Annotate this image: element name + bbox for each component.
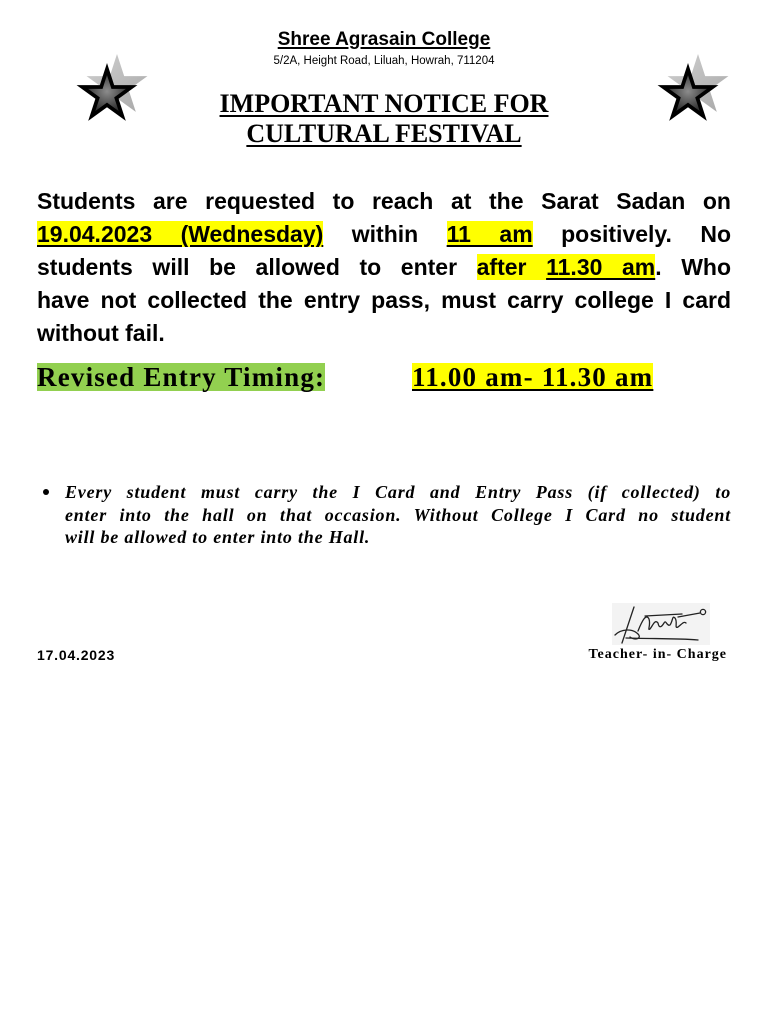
signatory-title: Teacher- in- Charge xyxy=(588,647,727,662)
notice-title-line-1 xyxy=(0,89,768,119)
notice-line-4: have not collected the entry pass, must carry college I card xyxy=(37,287,731,313)
reporting-time: 11 am xyxy=(446,221,533,247)
deadline-highlight xyxy=(477,254,656,280)
entry-deadline: 11.30 am xyxy=(546,254,656,280)
college-address: 5/2A, Height Road, Liluah, Howrah, 711204 xyxy=(273,55,495,67)
college-name xyxy=(0,29,768,51)
notice-title-text: IMPORTANT NOTICE FOR xyxy=(219,89,549,118)
notice-line-1: Students are requested to reach at the Sarat Sadan on xyxy=(37,188,731,214)
notice-title-line-2 xyxy=(0,119,768,149)
instruction-item xyxy=(65,481,731,549)
notice-date: 17.04.2023 xyxy=(37,647,116,663)
notice-text: positively. No xyxy=(561,221,731,247)
event-date: 19.04.2023 (Wednesday) xyxy=(37,221,324,247)
instruction-line: enter into the hall on that occasion. Without College I Card no student xyxy=(65,504,731,525)
signature xyxy=(612,601,712,647)
notice-text: after xyxy=(476,254,527,280)
revised-entry-time: 11.00 am- 11.30 am xyxy=(412,362,654,392)
notice-line-2 xyxy=(37,218,731,251)
notice-line-5: without fail. xyxy=(37,320,165,346)
instruction-line: Every student must carry the I Card and Entry Pass (if collected) to xyxy=(65,482,731,502)
notice-text: within xyxy=(351,221,419,247)
notice-text: . Who xyxy=(655,254,732,280)
instruction-line: will be allowed to enter into the Hall. xyxy=(65,527,371,547)
notice-title-text: CULTURAL FESTIVAL xyxy=(246,119,522,148)
college-name-text: Shree Agrasain College xyxy=(277,29,491,50)
bullet-icon xyxy=(43,489,49,495)
notice-body xyxy=(37,185,731,350)
revised-entry-label: Revised Entry Timing: xyxy=(37,362,326,392)
notice-line-3 xyxy=(37,251,731,284)
notice-text: students will be allowed to enter xyxy=(37,254,458,280)
